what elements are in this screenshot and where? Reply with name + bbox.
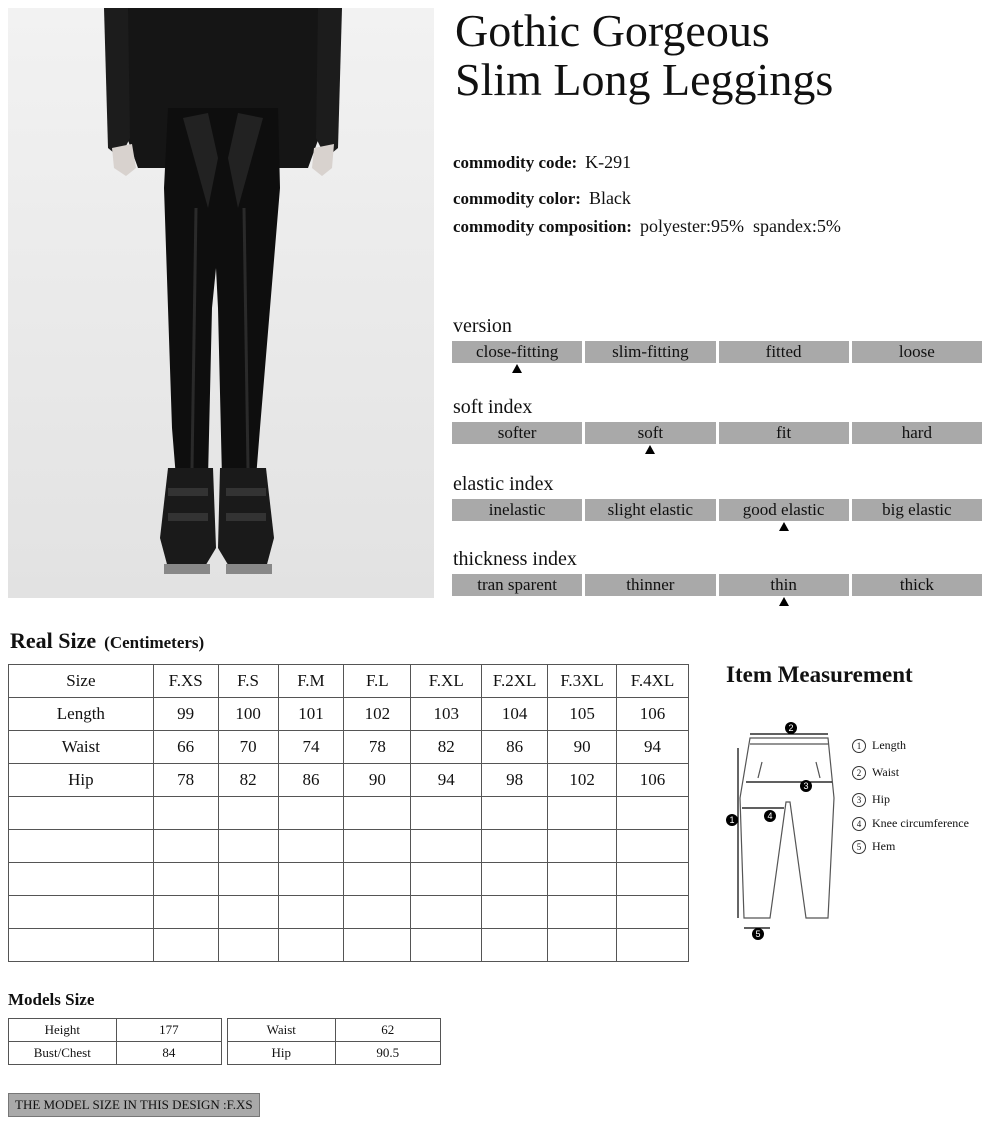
- thickness-index-option: thick: [852, 574, 982, 596]
- table-cell: 82: [218, 764, 278, 797]
- empty-row: [9, 830, 689, 863]
- thickness-index-option: thinner: [585, 574, 715, 596]
- table-cell: F.XL: [411, 665, 482, 698]
- table-cell: 177: [116, 1019, 221, 1042]
- soft-index-option: fit: [719, 422, 849, 444]
- legend-number: 2: [852, 766, 866, 780]
- real-size-table: [8, 664, 689, 962]
- elastic-index-option: big elastic: [852, 499, 982, 521]
- soft-index-option: soft: [585, 422, 715, 444]
- legend-number: 1: [852, 739, 866, 753]
- version-scale: [452, 341, 982, 363]
- commodity-code-value: K-291: [585, 152, 632, 172]
- table-cell: 94: [411, 764, 482, 797]
- commodity-composition-value: polyester:95% spandex:5%: [639, 216, 841, 236]
- commodity-color-value: Black: [588, 188, 631, 208]
- table-cell: F.3XL: [548, 665, 617, 698]
- svg-text:5: 5: [755, 929, 761, 939]
- soft-index-option: softer: [452, 422, 582, 444]
- models-size-table-right: [227, 1018, 441, 1065]
- table-cell: Length: [9, 698, 154, 731]
- table-cell: 94: [617, 731, 689, 764]
- table-row: [9, 1042, 222, 1065]
- table-cell: Hip: [9, 764, 154, 797]
- commodity-code: [453, 152, 631, 173]
- table-cell: 90.5: [335, 1042, 441, 1065]
- soft-index-option: hard: [852, 422, 982, 444]
- table-cell: 105: [548, 698, 617, 731]
- table-cell: F.2XL: [482, 665, 548, 698]
- title-line-1: Gothic Gorgeous: [455, 5, 770, 56]
- elastic-index-marker-icon: [779, 522, 789, 531]
- real-size-title: Real Size: [10, 628, 97, 653]
- table-cell: 98: [482, 764, 548, 797]
- table-row: [228, 1042, 441, 1065]
- legend-label: Waist: [872, 765, 900, 779]
- table-cell: 100: [218, 698, 278, 731]
- legend-item: [852, 792, 890, 807]
- title-line-2: Slim Long Leggings: [455, 54, 834, 105]
- table-cell: Waist: [228, 1019, 336, 1042]
- legend-number: 3: [852, 793, 866, 807]
- commodity-code-label: commodity code:: [453, 153, 578, 172]
- table-cell: 86: [278, 764, 344, 797]
- legend-number: 4: [852, 817, 866, 831]
- table-cell: F.S: [218, 665, 278, 698]
- svg-text:2: 2: [788, 723, 794, 733]
- table-row: [9, 698, 689, 731]
- table-cell: F.M: [278, 665, 344, 698]
- table-row: [9, 1019, 222, 1042]
- item-measurement-title: Item Measurement: [726, 662, 913, 687]
- table-cell: Waist: [9, 731, 154, 764]
- table-cell: 99: [153, 698, 218, 731]
- table-cell: 101: [278, 698, 344, 731]
- table-cell: 106: [617, 698, 689, 731]
- commodity-color: [453, 188, 631, 209]
- table-cell: F.XS: [153, 665, 218, 698]
- version-option: slim-fitting: [585, 341, 715, 363]
- svg-text:4: 4: [767, 811, 773, 821]
- commodity-color-label: commodity color:: [453, 189, 581, 208]
- table-cell: 78: [344, 731, 411, 764]
- thickness-index-option: thin: [719, 574, 849, 596]
- table-row: [9, 764, 689, 797]
- product-photo: [8, 8, 434, 598]
- table-cell: 82: [411, 731, 482, 764]
- table-cell: 74: [278, 731, 344, 764]
- table-cell: 78: [153, 764, 218, 797]
- empty-row: [9, 863, 689, 896]
- table-row: [228, 1019, 441, 1042]
- soft-index-marker-icon: [645, 445, 655, 454]
- table-cell: 66: [153, 731, 218, 764]
- version-option: fitted: [719, 341, 849, 363]
- legend-label: Hip: [872, 792, 890, 806]
- legend-label: Hem: [872, 839, 896, 853]
- svg-text:1: 1: [729, 815, 735, 825]
- legend-item: [852, 738, 906, 753]
- legend-item: [852, 816, 969, 831]
- version-marker-icon: [512, 364, 522, 373]
- svg-text:3: 3: [803, 781, 809, 791]
- table-cell: F.4XL: [617, 665, 689, 698]
- empty-row: [9, 929, 689, 962]
- elastic-index-scale: [452, 499, 982, 521]
- elastic-index-option: good elastic: [719, 499, 849, 521]
- empty-row: [9, 896, 689, 929]
- commodity-composition-label: commodity composition:: [453, 217, 632, 236]
- table-cell: 102: [548, 764, 617, 797]
- legend-label: Knee circumference: [872, 816, 969, 830]
- legend-label: Length: [872, 738, 906, 752]
- elastic-index-option: inelastic: [452, 499, 582, 521]
- elastic-index-option: slight elastic: [585, 499, 715, 521]
- legend-item: [852, 765, 899, 780]
- table-cell: Hip: [228, 1042, 336, 1065]
- table-cell: F.L: [344, 665, 411, 698]
- product-title: [455, 6, 833, 104]
- thickness-index-label: thickness index: [453, 548, 577, 570]
- table-cell: Size: [9, 665, 154, 698]
- table-cell: 90: [548, 731, 617, 764]
- table-row: [9, 731, 689, 764]
- commodity-composition: [453, 216, 841, 237]
- version-option: loose: [852, 341, 982, 363]
- pants-diagram: [724, 718, 849, 947]
- model-size-note: THE MODEL SIZE IN THIS DESIGN :F.XS: [8, 1093, 260, 1117]
- table-cell: 90: [344, 764, 411, 797]
- version-label: version: [453, 315, 512, 337]
- real-size-unit: (Centimeters): [104, 633, 205, 652]
- table-cell: 86: [482, 731, 548, 764]
- real-size-heading: [10, 628, 204, 654]
- table-cell: 102: [344, 698, 411, 731]
- thickness-index-marker-icon: [779, 597, 789, 606]
- table-cell: 62: [335, 1019, 441, 1042]
- table-cell: 106: [617, 764, 689, 797]
- table-cell: Bust/Chest: [9, 1042, 117, 1065]
- empty-row: [9, 797, 689, 830]
- thickness-index-option: tran sparent: [452, 574, 582, 596]
- version-option: close-fitting: [452, 341, 582, 363]
- thickness-index-scale: [452, 574, 982, 596]
- table-cell: 104: [482, 698, 548, 731]
- table-cell: 103: [411, 698, 482, 731]
- elastic-index-label: elastic index: [453, 473, 554, 495]
- legend-number: 5: [852, 840, 866, 854]
- models-size-table-left: [8, 1018, 222, 1065]
- table-cell: 84: [116, 1042, 221, 1065]
- soft-index-label: soft index: [453, 396, 533, 418]
- models-size-title: Models Size: [8, 990, 95, 1009]
- legend-item: [852, 839, 895, 854]
- soft-index-scale: [452, 422, 982, 444]
- table-cell: 70: [218, 731, 278, 764]
- table-cell: Height: [9, 1019, 117, 1042]
- table-header-row: [9, 665, 689, 698]
